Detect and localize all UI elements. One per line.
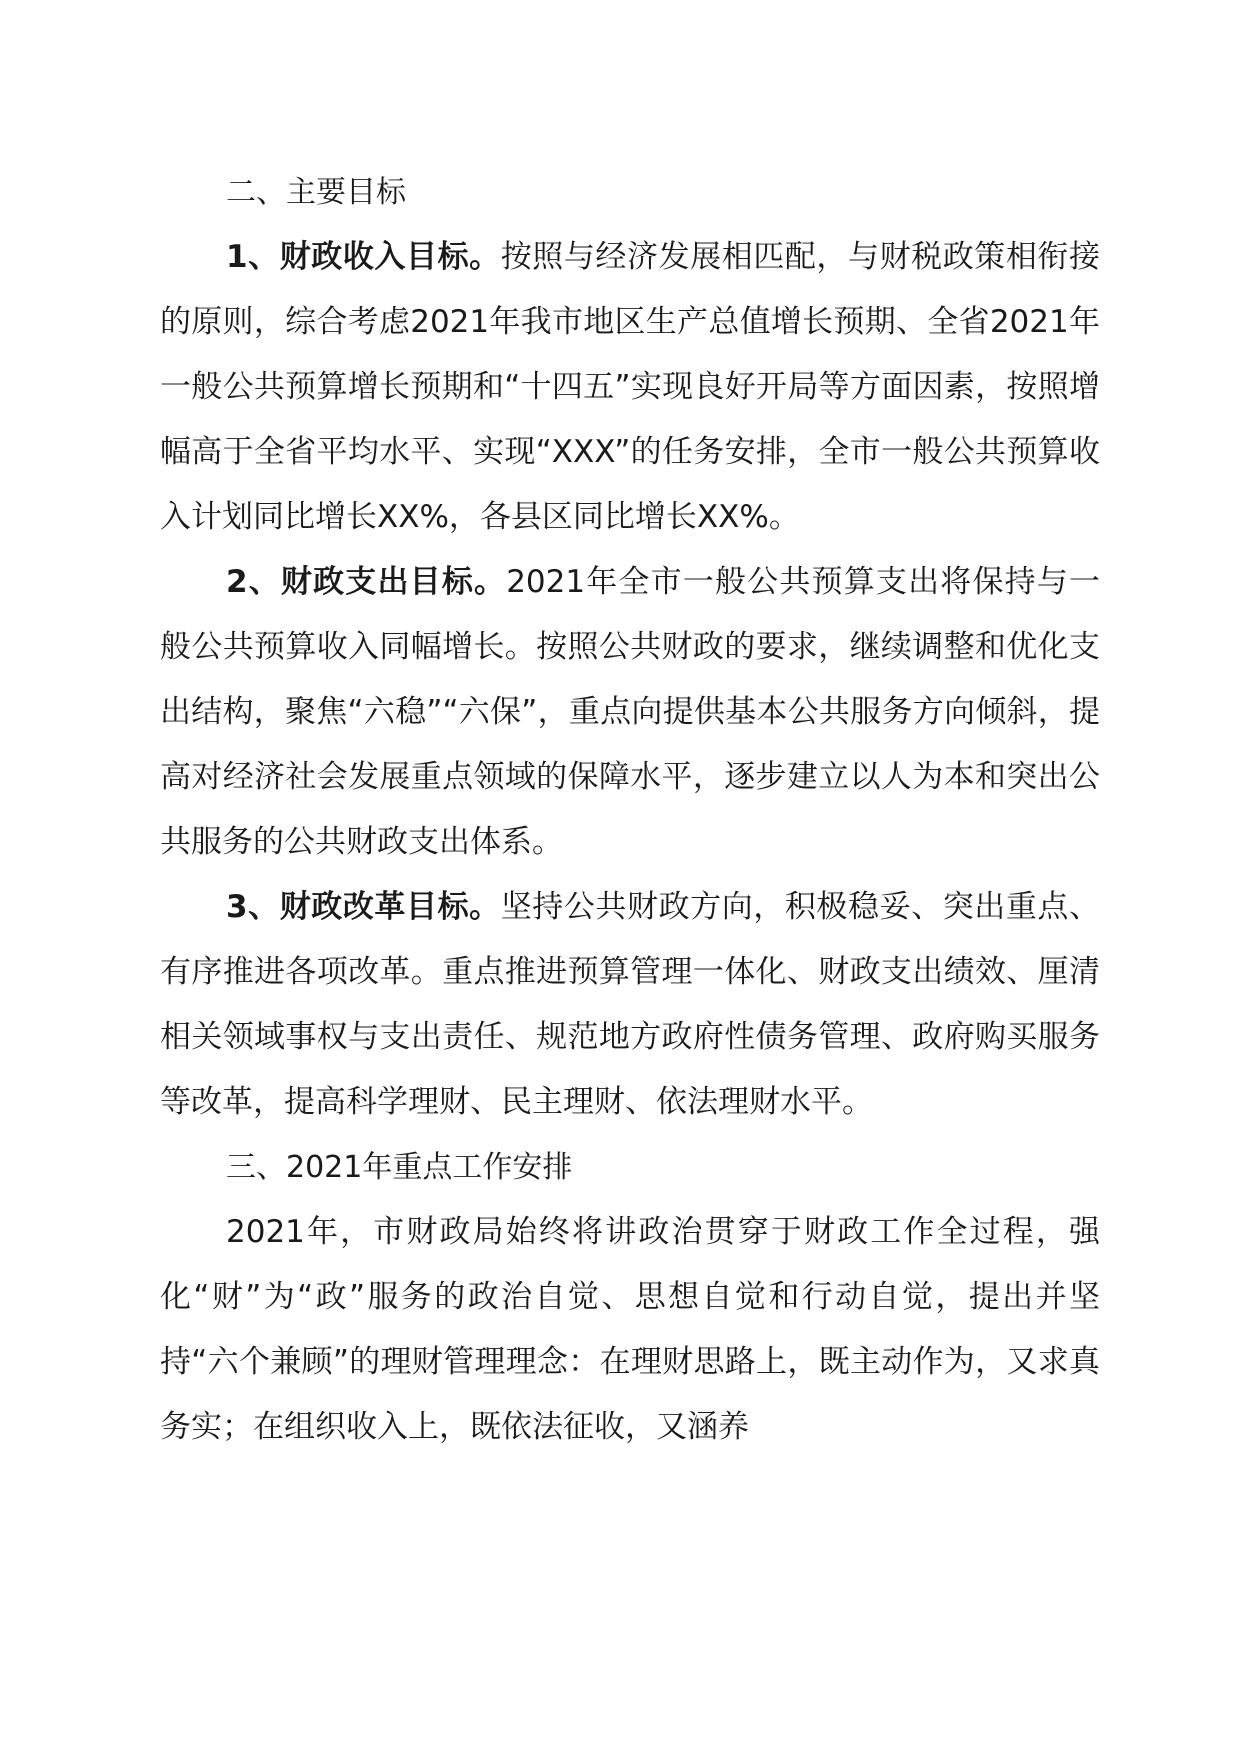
section-heading-main-goals: 二、主要目标 <box>226 175 406 210</box>
document-page <box>160 160 1100 1460</box>
paragraph-body-revenue-goal: 按照与经济发展相匹配，与财税政策相衔接的原则，综合考虑2021年我市地区生产总值增长预期、全省2021年一般公共预算增长预期和“十四五”实现良好开局等方面因素，按照增幅高于全省平均水平、实现“XXX”的任务安排，全市一般公共预算收入计划同比增长XX%，各县区同比增长XX%。 <box>160 239 1100 535</box>
paragraph-lead-expenditure-goal: 2、财政支出目标。 <box>226 564 507 600</box>
paragraph-expenditure-goal <box>160 550 1100 875</box>
paragraph-body-reform-goal: 坚持公共财政方向，积极稳妥、突出重点、有序推进各项改革。重点推进预算管理一体化、财政支出绩效、厘清相关领域事权与支出责任、规范地方政府性债务管理、政府购买服务等改革，提高科学理财、民主理财、依法理财水平。 <box>160 889 1100 1120</box>
paragraph-key-work-intro: 2021年，市财政局始终将讲政治贯穿于财政工作全过程，强化“财”为“政”服务的政治自觉、思想自觉和行动自觉，提出并坚持“六个兼顾”的理财管理理念：在理财思路上，既主动作为，又求真务实；在组织收入上，既依法征收，又涵养 <box>160 1214 1100 1445</box>
section-heading-key-work: 三、2021年重点工作安排 <box>226 1150 573 1185</box>
paragraph-lead-revenue-goal: 1、财政收入目标。 <box>226 239 501 275</box>
paragraph-body-expenditure-goal: 2021年全市一般公共预算支出将保持与一般公共预算收入同幅增长。按照公共财政的要求，继续调整和优化支出结构，聚焦“六稳”“六保”，重点向提供基本公共服务方向倾斜，提高对经济社会发展重点领域的保障水平，逐步建立以人为本和突出公共服务的公共财政支出体系。 <box>160 564 1100 860</box>
paragraph-reform-goal <box>160 875 1100 1135</box>
paragraph-lead-reform-goal: 3、财政改革目标。 <box>226 889 501 925</box>
paragraph-revenue-goal <box>160 225 1100 550</box>
